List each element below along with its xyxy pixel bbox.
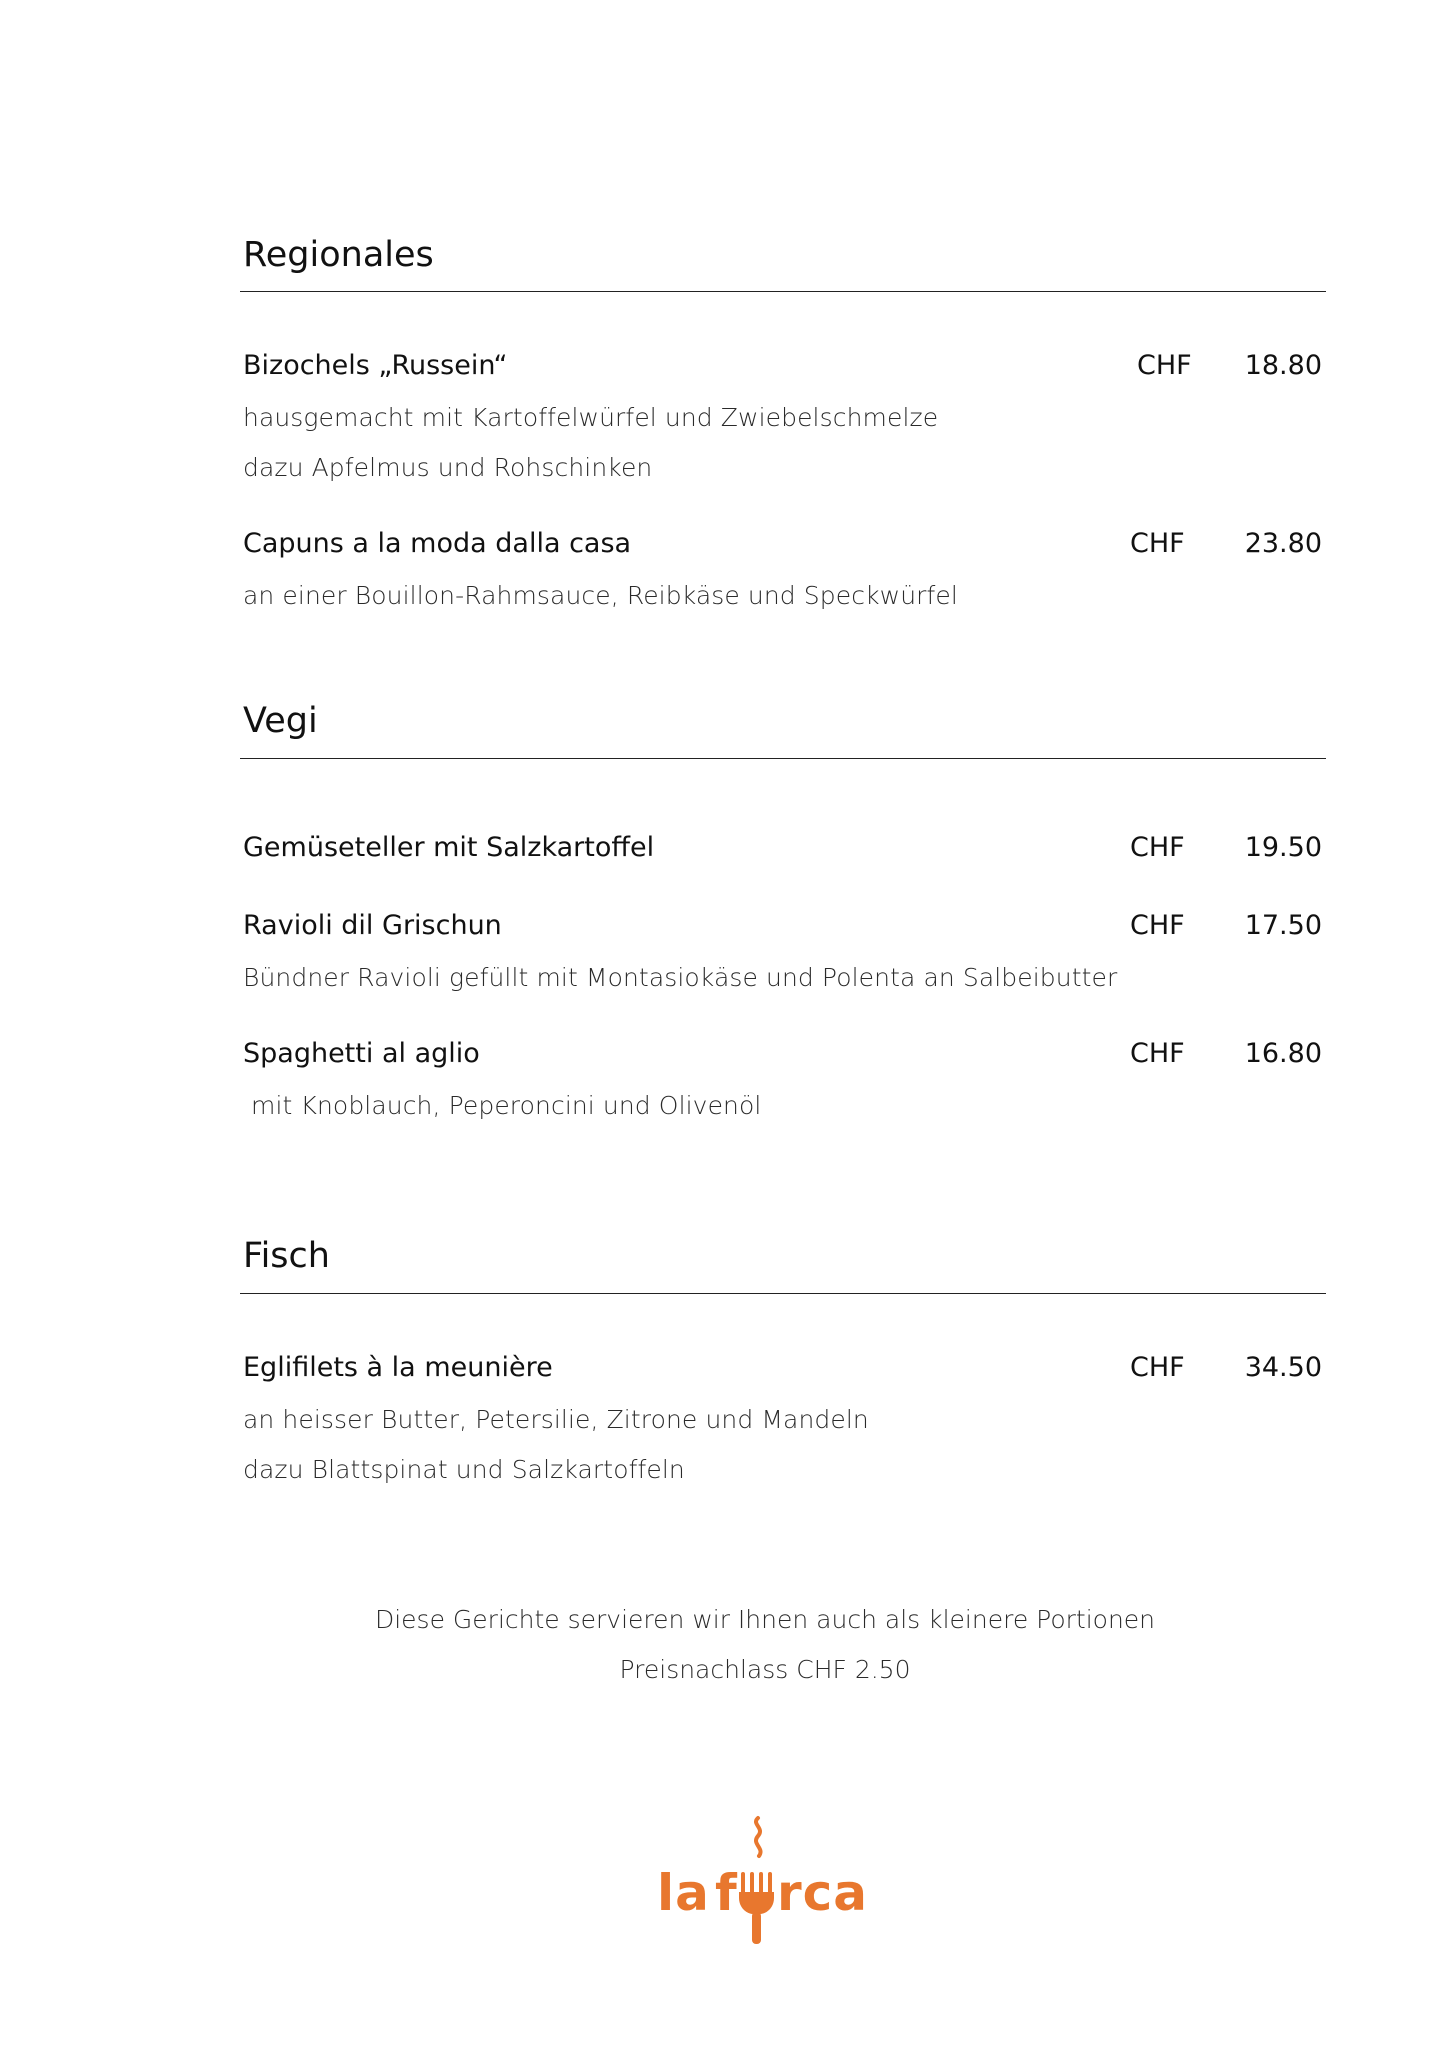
dish-name: Capuns a la moda dalla casa xyxy=(243,528,632,559)
dish-name: Ravioli dil Grischun xyxy=(243,910,502,941)
dish-currency: CHF xyxy=(1137,350,1192,381)
section-title-regionales: Regionales xyxy=(243,235,434,275)
section-title-fisch: Fisch xyxy=(243,1236,330,1276)
section-title-vegi: Vegi xyxy=(243,701,318,741)
dish-name: Eglifilets à la meunière xyxy=(243,1352,553,1383)
dish-currency: CHF xyxy=(1130,1352,1185,1383)
dish-price: 16.80 xyxy=(1244,1038,1322,1069)
dish-name: Bizochels „Russein“ xyxy=(243,350,508,381)
dish-currency: CHF xyxy=(1130,528,1185,559)
dish-description: hausgemacht mit Kartoffelwürfel und Zwiebelschmelze xyxy=(243,403,939,432)
section-divider xyxy=(240,291,1326,292)
dish-description: mit Knoblauch, Peperoncini und Olivenöl xyxy=(243,1091,762,1120)
dish-currency: CHF xyxy=(1130,910,1185,941)
la-furca-logo xyxy=(655,1812,875,1950)
svg-text:rca: rca xyxy=(777,1864,869,1922)
dish-price: 34.50 xyxy=(1244,1352,1322,1383)
dish-description: an heisser Butter, Petersilie, Zitrone und Mandeln xyxy=(243,1405,869,1434)
section-divider xyxy=(240,758,1326,759)
dish-price: 23.80 xyxy=(1244,528,1322,559)
dish-name: Gemüseteller mit Salzkartoffel xyxy=(243,832,655,863)
dish-price: 17.50 xyxy=(1244,910,1322,941)
dish-currency: CHF xyxy=(1130,832,1185,863)
svg-text:f: f xyxy=(715,1864,737,1922)
fork-icon xyxy=(739,1872,774,1944)
dish-currency: CHF xyxy=(1130,1038,1185,1069)
svg-text:la: la xyxy=(657,1864,710,1922)
dish-price: 19.50 xyxy=(1244,832,1322,863)
dish-description: dazu Apfelmus und Rohschinken xyxy=(243,453,653,482)
dish-description: Bündner Ravioli gefüllt mit Montasiokäse und Polenta an Salbeibutter xyxy=(243,963,1118,992)
dish-price: 18.80 xyxy=(1244,350,1322,381)
dish-description: dazu Blattspinat und Salzkartoffeln xyxy=(243,1455,685,1484)
dish-name: Spaghetti al aglio xyxy=(243,1038,480,1069)
portion-note: Diese Gerichte servieren wir Ihnen auch als kleinere Portionen xyxy=(374,1605,1156,1634)
section-divider xyxy=(240,1293,1326,1294)
fork-steam-icon xyxy=(756,1818,761,1856)
dish-description: an einer Bouillon-Rahmsauce, Reibkäse und Speckwürfel xyxy=(243,581,958,610)
discount-note: Preisnachlass CHF 2.50 xyxy=(619,1655,911,1684)
